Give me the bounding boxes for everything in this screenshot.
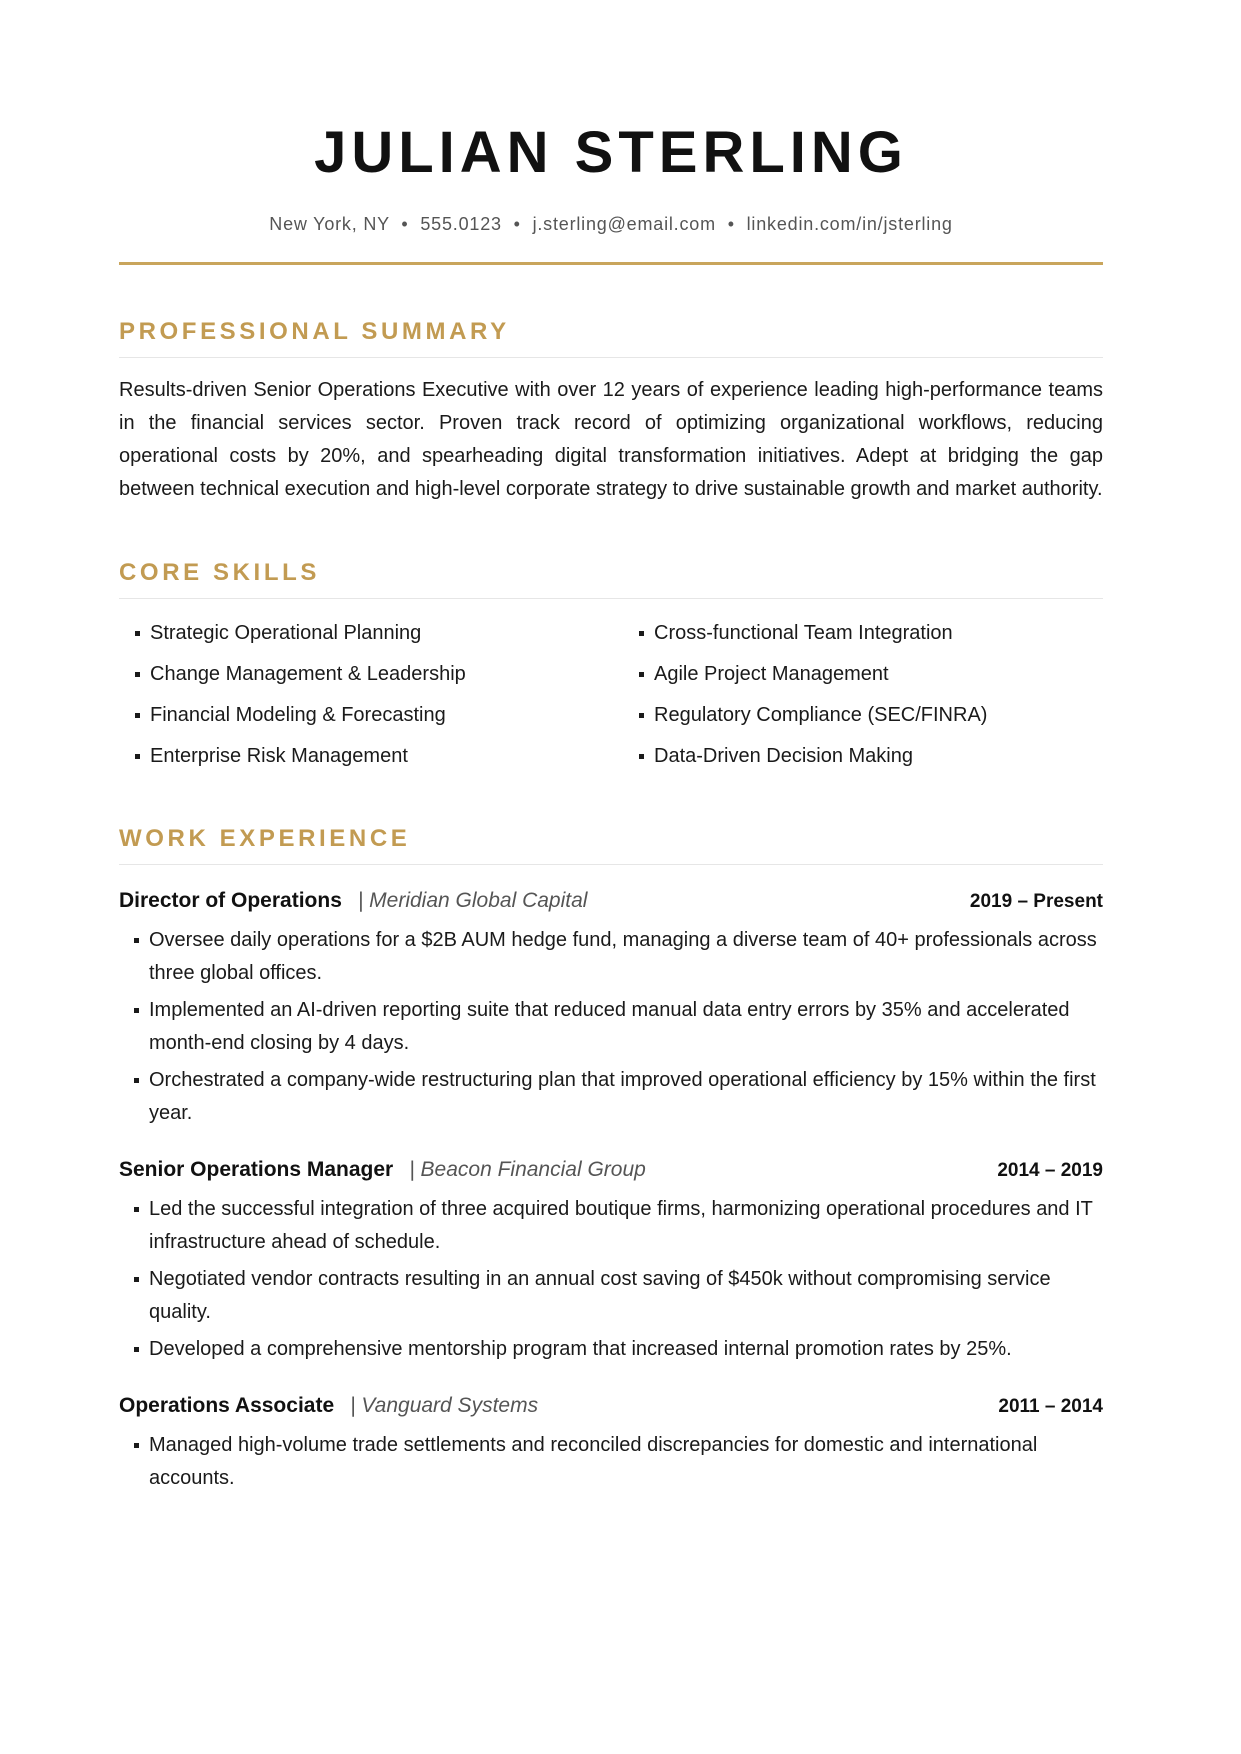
job-bullet-list bbox=[119, 1193, 1103, 1366]
job-company: | Vanguard Systems bbox=[350, 1394, 539, 1417]
contact-email: j.sterling@email.com bbox=[532, 214, 716, 234]
job-role bbox=[119, 1154, 646, 1188]
job-bullet: Implemented an AI-driven reporting suite that reduced manual data entry errors by 35% and accelerated month-end closing by 4 days. bbox=[134, 994, 1103, 1060]
job-bullet: Negotiated vendor contracts resulting in an annual cost saving of $450k without compromising service quality. bbox=[134, 1263, 1103, 1329]
skill-item: Change Management & Leadership bbox=[135, 658, 639, 690]
job-header bbox=[119, 1154, 1103, 1188]
job-header bbox=[119, 1390, 1103, 1424]
job-title: Senior Operations Manager bbox=[119, 1158, 394, 1181]
skill-item: Data-Driven Decision Making bbox=[639, 740, 1103, 772]
contact-linkedin: linkedin.com/in/jsterling bbox=[746, 214, 953, 234]
job-dates: 2014 – 2019 bbox=[997, 1160, 1103, 1181]
section-title-experience: WORK EXPERIENCE bbox=[119, 824, 1103, 865]
contact-phone: 555.0123 bbox=[420, 214, 502, 234]
job-bullet: Orchestrated a company-wide restructuring plan that improved operational efficiency by 15% within the first year. bbox=[134, 1064, 1103, 1130]
job-bullet: Oversee daily operations for a $2B AUM hedge fund, managing a diverse team of 40+ professionals across three global offices. bbox=[134, 924, 1103, 990]
contact-location: New York, NY bbox=[269, 214, 390, 234]
skills-section bbox=[119, 558, 1103, 772]
job-header bbox=[119, 885, 1103, 919]
job-bullet-list bbox=[119, 1429, 1103, 1495]
skill-item: Agile Project Management bbox=[639, 658, 1103, 690]
experience-section bbox=[119, 824, 1103, 1495]
skill-item: Enterprise Risk Management bbox=[135, 740, 639, 772]
job-title: Operations Associate bbox=[119, 1394, 335, 1417]
job-bullet: Led the successful integration of three acquired boutique firms, harmonizing operational procedures and IT infrastructure ahead of schedule. bbox=[134, 1193, 1103, 1259]
job-company: | Meridian Global Capital bbox=[357, 889, 588, 912]
job-title: Director of Operations bbox=[119, 889, 342, 912]
job-company: | Beacon Financial Group bbox=[409, 1158, 646, 1181]
contact-separator: • bbox=[401, 214, 409, 234]
skill-item: Strategic Operational Planning bbox=[135, 617, 639, 649]
summary-section bbox=[119, 317, 1103, 506]
skills-list bbox=[119, 617, 1103, 772]
job-bullet-list bbox=[119, 924, 1103, 1130]
contact-separator: • bbox=[727, 214, 735, 234]
job-role bbox=[119, 1390, 538, 1424]
candidate-name: JULIAN STERLING bbox=[314, 120, 908, 185]
section-title-summary: PROFESSIONAL SUMMARY bbox=[119, 317, 1103, 358]
job-entry bbox=[119, 1390, 1103, 1495]
skill-item: Cross-functional Team Integration bbox=[639, 617, 1103, 649]
summary-text: Results-driven Senior Operations Executive with over 12 years of experience leading high-performance teams in the financial services sector. Proven track record of optimizing organizational workflows, reducing operational costs by 20%, and spearheading digital transformation initiatives. Adept at bridging the gap between technical execution and high-level corporate strategy to drive sustainable growth and market authority. bbox=[119, 379, 1103, 500]
job-entry bbox=[119, 1154, 1103, 1366]
contact-separator: • bbox=[513, 214, 521, 234]
header-divider bbox=[119, 262, 1103, 265]
skill-item: Financial Modeling & Forecasting bbox=[135, 699, 639, 731]
contact-line bbox=[119, 212, 1103, 236]
job-bullet: Managed high-volume trade settlements and reconciled discrepancies for domestic and international accounts. bbox=[134, 1429, 1103, 1495]
job-dates: 2019 – Present bbox=[969, 891, 1103, 912]
job-role bbox=[119, 885, 587, 919]
section-title-skills: CORE SKILLS bbox=[119, 558, 1103, 599]
job-entry bbox=[119, 885, 1103, 1130]
job-dates: 2011 – 2014 bbox=[998, 1396, 1103, 1417]
job-bullet: Developed a comprehensive mentorship program that increased internal promotion rates by 25%. bbox=[134, 1333, 1103, 1366]
skill-item: Regulatory Compliance (SEC/FINRA) bbox=[639, 699, 1103, 731]
resume-header bbox=[119, 0, 1103, 265]
